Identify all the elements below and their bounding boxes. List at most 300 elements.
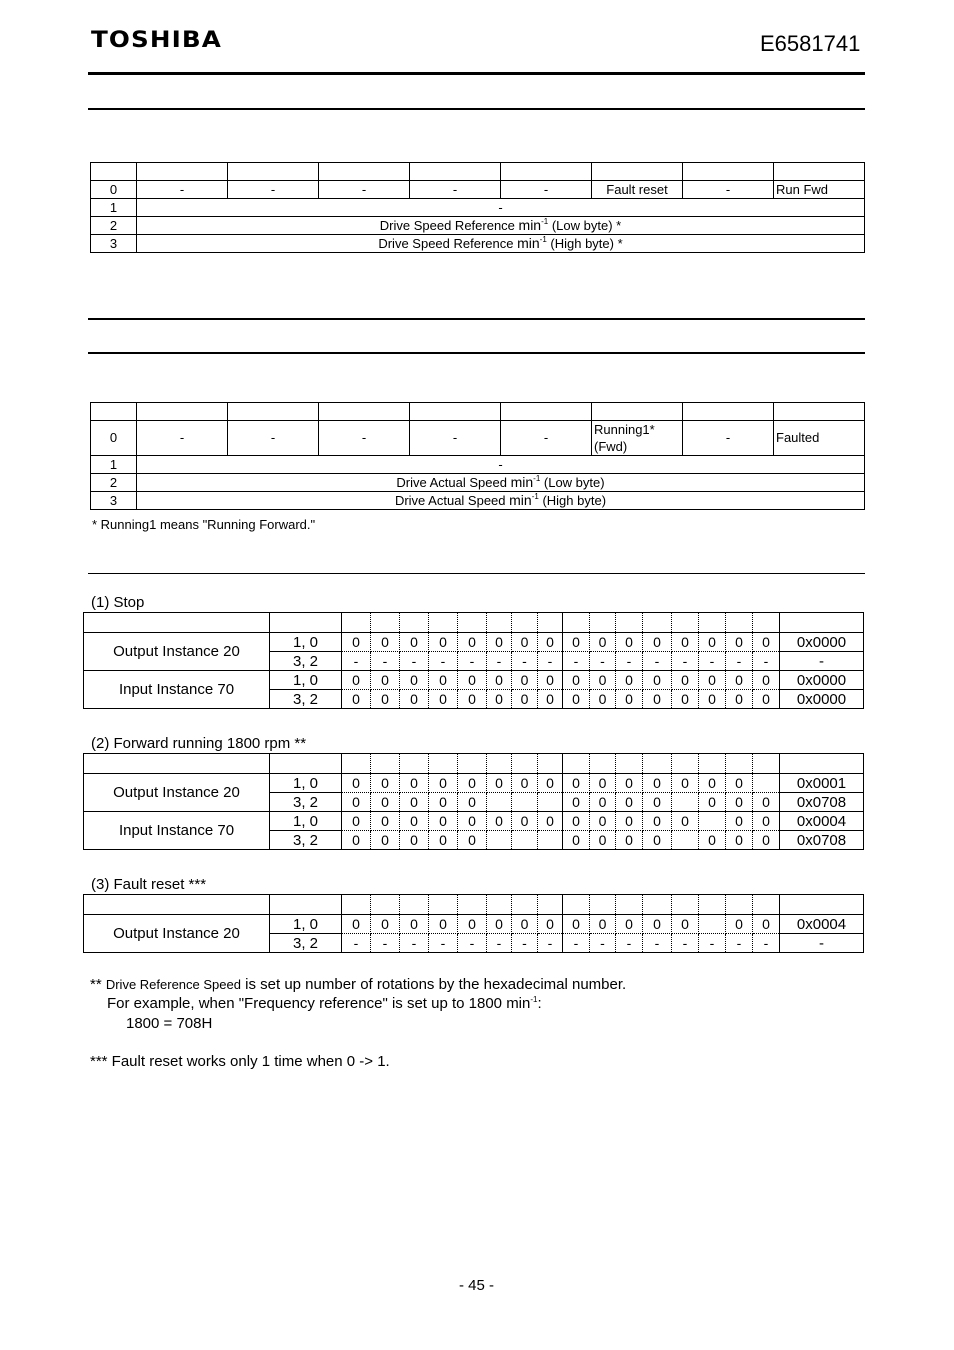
bit-cell: 0 — [429, 915, 458, 934]
hex-value-cell: 0x0001 — [780, 774, 864, 793]
bit-cell: 0 — [342, 690, 371, 709]
header-cell — [84, 613, 270, 633]
header-cell — [643, 754, 672, 774]
bit-cell: 0 — [429, 774, 458, 793]
header-cell — [400, 895, 429, 915]
bit-cell: 0 — [429, 793, 458, 812]
note-drive-reference: ** Drive Reference Speed is set up number of rotations by the hexadecimal number. — [90, 976, 627, 993]
bit-cell — [487, 831, 512, 850]
bit-cell: 0 — [616, 812, 643, 831]
bit-cell: 0 — [512, 690, 538, 709]
bit-cell: 0 — [458, 671, 487, 690]
note-example: For example, when "Frequency reference" is set up to 1800 $\min^{-1}$: — [107, 995, 542, 1012]
header-cell — [410, 403, 501, 421]
header-cell — [371, 754, 400, 774]
bit-cell: 0 — [342, 915, 371, 934]
table-header-row — [84, 895, 864, 915]
header-cell — [137, 403, 228, 421]
unit-text: min — [510, 474, 534, 490]
bit-cell: 0 — [563, 671, 590, 690]
bit-cell: 0 — [590, 671, 616, 690]
bit-cell: 0 — [429, 812, 458, 831]
bit-cell: 0 — [643, 774, 672, 793]
header-cell — [342, 613, 371, 633]
section-rule — [88, 352, 865, 354]
bit-cell: 0 — [753, 690, 780, 709]
bit-cell: 0 — [400, 671, 429, 690]
bit-cell: - — [371, 934, 400, 953]
header-cell — [538, 895, 563, 915]
table-row — [91, 217, 865, 235]
bit-cell: 0 — [538, 690, 563, 709]
table-header-row — [84, 613, 864, 633]
header-cell — [371, 613, 400, 633]
bit-cell: - — [342, 652, 371, 671]
byte-pair-cell: 3, 2 — [270, 831, 342, 850]
bit-cell: 0 — [371, 633, 400, 652]
table-header-row — [91, 163, 865, 181]
header-cell — [228, 163, 319, 181]
table-header-row — [91, 403, 865, 421]
bit-cell: 0 — [590, 812, 616, 831]
bit-cell: - — [643, 934, 672, 953]
bit-cell — [487, 793, 512, 812]
bit-cell: 0 — [458, 812, 487, 831]
bit-cell: - — [563, 652, 590, 671]
page-number: - 45 - — [459, 1277, 495, 1294]
hex-value-cell: 0x0708 — [780, 831, 864, 850]
bit-cell: 0 — [616, 671, 643, 690]
header-cell — [780, 754, 864, 774]
bit-cell: 0 — [400, 831, 429, 850]
bit-cell: 0 — [699, 793, 726, 812]
merged-cell: - — [137, 199, 865, 217]
header-cell — [563, 895, 590, 915]
bit-cell: 0 — [342, 774, 371, 793]
input-assembly-table — [90, 402, 865, 510]
bit-cell — [753, 774, 780, 793]
bit-cell: - — [699, 934, 726, 953]
header-cell — [683, 163, 774, 181]
unit-exponent: -1 — [531, 492, 539, 501]
bit-cell: 0 — [672, 690, 699, 709]
bit-cell: - — [538, 934, 563, 953]
bit-cell: 0 — [371, 690, 400, 709]
merged-text: (Low byte) — [540, 475, 605, 490]
header-cell — [84, 754, 270, 774]
bit-cell: - — [538, 652, 563, 671]
bit-cell: - — [616, 652, 643, 671]
header-cell — [726, 613, 753, 633]
bit-cell: 0 — [429, 690, 458, 709]
header-cell — [699, 754, 726, 774]
bit-cell — [699, 915, 726, 934]
bit-cell: - — [753, 934, 780, 953]
table-row — [91, 456, 865, 474]
bit-cell: 0 — [726, 774, 753, 793]
section-rule — [88, 573, 865, 574]
bit-cell: 0 — [429, 831, 458, 850]
bit-cell: 0 — [429, 671, 458, 690]
bit-cell: 0 — [672, 915, 699, 934]
bit-cell: 0 — [726, 671, 753, 690]
header-cell — [538, 613, 563, 633]
header-cell — [699, 613, 726, 633]
bit-cell: - — [228, 181, 319, 199]
header-cell — [228, 403, 319, 421]
header-cell — [512, 895, 538, 915]
bit-cell: - — [487, 934, 512, 953]
header-cell — [270, 613, 342, 633]
merged-text: Drive Speed Reference — [378, 236, 518, 251]
header-cell — [753, 895, 780, 915]
bit-cell: 0 — [616, 690, 643, 709]
bit-cell: - — [726, 934, 753, 953]
merged-text: Drive Actual Speed — [394, 493, 510, 508]
instance-name: Input Instance 70 — [84, 812, 270, 850]
bit-cell: - — [726, 652, 753, 671]
bit-cell: - — [400, 652, 429, 671]
bit-cell: 0 — [726, 793, 753, 812]
bit-cell: 0 — [371, 793, 400, 812]
table-row — [91, 492, 865, 510]
bit-cell: 0 — [487, 812, 512, 831]
hex-value-cell: 0x0004 — [780, 812, 864, 831]
bit-cell: 0 — [563, 633, 590, 652]
header-cell — [400, 754, 429, 774]
header-cell — [774, 403, 865, 421]
header-cell — [487, 754, 512, 774]
byte-cell: 0 — [91, 421, 137, 456]
bit-cell: - — [683, 421, 774, 456]
byte-cell: 0 — [91, 181, 137, 199]
unit-exponent: -1 — [539, 235, 547, 244]
bit-cell: - — [512, 934, 538, 953]
bit-cell: 0 — [458, 774, 487, 793]
instance-name: Output Instance 20 — [84, 774, 270, 812]
byte-cell: 1 — [91, 456, 137, 474]
bit-cell: - — [228, 421, 319, 456]
header-cell — [84, 895, 270, 915]
bit-cell — [538, 831, 563, 850]
note-fault-reset: *** Fault reset works only 1 time when 0 -> 1. — [90, 1053, 390, 1070]
byte-pair-cell: 1, 0 — [270, 774, 342, 793]
table-row — [84, 671, 864, 690]
bit-cell: 0 — [753, 793, 780, 812]
header-cell — [616, 613, 643, 633]
unit-text: min — [517, 235, 540, 251]
bit-pattern-table — [83, 894, 864, 953]
bit-cell: 0 — [699, 671, 726, 690]
table-row — [84, 633, 864, 652]
bit-cell: - — [590, 652, 616, 671]
bit-cell: 0 — [616, 633, 643, 652]
bit-cell: 0 — [616, 793, 643, 812]
merged-cell — [137, 217, 865, 235]
bit-cell: - — [501, 421, 592, 456]
merged-text: (High byte) — [538, 493, 607, 508]
hex-value-cell: - — [780, 652, 864, 671]
header-cell — [726, 895, 753, 915]
header-cell — [643, 895, 672, 915]
header-cell — [590, 613, 616, 633]
bit-cell: - — [590, 934, 616, 953]
bit-cell: 0 — [753, 812, 780, 831]
bit-cell: 0 — [753, 915, 780, 934]
bit-cell: 0 — [538, 915, 563, 934]
table-row — [91, 474, 865, 492]
document-number: E6581741 — [760, 31, 861, 56]
header-cell — [538, 754, 563, 774]
bit-cell: 0 — [371, 812, 400, 831]
bit-cell: 0 — [487, 671, 512, 690]
bit-cell: 0 — [753, 633, 780, 652]
note-hex-conversion: 1800 = 708H — [126, 1015, 213, 1032]
bit-cell: 0 — [512, 774, 538, 793]
bit-cell: 0 — [563, 774, 590, 793]
merged-cell — [137, 492, 865, 510]
header-cell — [137, 163, 228, 181]
bit-cell: - — [672, 934, 699, 953]
bit-cell: 0 — [726, 915, 753, 934]
byte-cell: 2 — [91, 217, 137, 235]
bit-cell: 0 — [563, 690, 590, 709]
bit-cell: 0 — [590, 633, 616, 652]
bit-cell: 0 — [672, 671, 699, 690]
bit-cell: 0 — [726, 633, 753, 652]
bit-cell: - — [319, 181, 410, 199]
bit-cell: - — [672, 652, 699, 671]
byte-cell: 2 — [91, 474, 137, 492]
byte-pair-cell: 1, 0 — [270, 915, 342, 934]
header-cell — [342, 754, 371, 774]
merged-text: Drive Actual Speed — [396, 475, 511, 490]
bit-cell: 0 — [699, 831, 726, 850]
bit-cell: - — [319, 421, 410, 456]
instance-name: Input Instance 70 — [84, 671, 270, 709]
bit-cell: 0 — [487, 633, 512, 652]
header-cell — [429, 895, 458, 915]
bit-cell: - — [429, 652, 458, 671]
instance-name: Output Instance 20 — [84, 633, 270, 671]
header-cell — [512, 613, 538, 633]
bit-cell: 0 — [512, 633, 538, 652]
bit-cell: 0 — [342, 812, 371, 831]
bit-cell: - — [643, 652, 672, 671]
header-cell — [699, 895, 726, 915]
bit-cell: 0 — [616, 831, 643, 850]
header-cell — [458, 754, 487, 774]
bit-cell: 0 — [643, 831, 672, 850]
bit-cell: 0 — [400, 774, 429, 793]
bit-cell: 0 — [590, 774, 616, 793]
output-assembly-table — [90, 162, 865, 253]
bit-cell: 0 — [672, 812, 699, 831]
bit-cell: - — [512, 652, 538, 671]
header-cell — [458, 895, 487, 915]
bit-cell: - — [753, 652, 780, 671]
header-cell — [616, 895, 643, 915]
bit-cell: 0 — [458, 690, 487, 709]
hex-value-cell: - — [780, 934, 864, 953]
example-title: (2) Forward running 1800 rpm ** — [91, 735, 307, 752]
bit-cell: - — [137, 421, 228, 456]
bit-cell: - — [487, 652, 512, 671]
example-title: (1) Stop — [91, 594, 145, 611]
section-rule — [88, 318, 865, 320]
bit-cell: 0 — [342, 793, 371, 812]
unit-text: min — [509, 492, 532, 508]
bit-cell: 0 — [371, 915, 400, 934]
header-cell — [563, 613, 590, 633]
header-cell — [592, 403, 683, 421]
bit-cell: - — [683, 181, 774, 199]
header-rule — [88, 72, 865, 75]
bit-cell: 0 — [400, 915, 429, 934]
byte-pair-cell: 1, 0 — [270, 633, 342, 652]
header-cell — [753, 613, 780, 633]
header-cell — [643, 613, 672, 633]
header-cell — [270, 754, 342, 774]
byte-pair-cell: 3, 2 — [270, 690, 342, 709]
table-row — [84, 915, 864, 934]
section-rule — [88, 108, 865, 110]
byte-pair-cell: 1, 0 — [270, 812, 342, 831]
bit-cell: 0 — [699, 633, 726, 652]
bit-cell: Fault reset — [592, 181, 683, 199]
bit-cell: 0 — [371, 831, 400, 850]
bit-cell: 0 — [726, 812, 753, 831]
header-cell — [458, 613, 487, 633]
table-row — [91, 235, 865, 253]
bit-cell: 0 — [616, 915, 643, 934]
bit-cell: 0 — [563, 915, 590, 934]
merged-text: (High byte) * — [546, 236, 623, 251]
instance-name: Output Instance 20 — [84, 915, 270, 953]
example-title: (3) Fault reset *** — [91, 876, 207, 893]
header-cell — [342, 895, 371, 915]
bit-cell: 0 — [342, 671, 371, 690]
bit-cell: 0 — [643, 793, 672, 812]
header-cell — [410, 163, 501, 181]
bit-cell: - — [429, 934, 458, 953]
header-cell — [683, 403, 774, 421]
header-cell — [753, 754, 780, 774]
header-cell — [563, 754, 590, 774]
header-cell — [672, 613, 699, 633]
table-row — [91, 181, 865, 199]
header-cell — [726, 754, 753, 774]
bit-cell: 0 — [616, 774, 643, 793]
table-row — [91, 421, 865, 456]
header-cell — [429, 754, 458, 774]
header-cell — [592, 163, 683, 181]
bit-cell: - — [616, 934, 643, 953]
bit-cell: 0 — [487, 774, 512, 793]
bit-cell: 0 — [753, 831, 780, 850]
header-cell — [371, 895, 400, 915]
bit-cell: - — [342, 934, 371, 953]
toshiba-logo: TOSHIBA — [91, 28, 222, 53]
hex-value-cell: 0x0708 — [780, 793, 864, 812]
bit-cell: 0 — [563, 812, 590, 831]
header-cell — [672, 895, 699, 915]
unit-text: min — [518, 217, 542, 233]
bit-cell: - — [699, 652, 726, 671]
merged-cell: - — [137, 456, 865, 474]
bit-cell: 0 — [726, 831, 753, 850]
unit-exponent: -1 — [541, 217, 549, 226]
merged-cell — [137, 474, 865, 492]
bit-cell: 0 — [400, 633, 429, 652]
bit-cell: 0 — [458, 633, 487, 652]
bit-cell: 0 — [753, 671, 780, 690]
bit-cell: 0 — [538, 671, 563, 690]
bit-cell: - — [410, 181, 501, 199]
bit-cell — [699, 812, 726, 831]
bit-cell: 0 — [429, 633, 458, 652]
header-cell — [270, 895, 342, 915]
bit-pattern-table — [83, 612, 864, 709]
header-cell — [501, 403, 592, 421]
bit-cell: - — [501, 181, 592, 199]
header-cell — [780, 613, 864, 633]
bit-cell: 0 — [643, 812, 672, 831]
bit-cell: 0 — [371, 774, 400, 793]
table-header-row — [84, 754, 864, 774]
bit-cell: 0 — [512, 915, 538, 934]
byte-pair-cell: 3, 2 — [270, 652, 342, 671]
bit-cell: 0 — [458, 793, 487, 812]
bit-cell: 0 — [699, 690, 726, 709]
bit-cell: 0 — [458, 915, 487, 934]
bit-cell: 0 — [487, 915, 512, 934]
bit-cell: 0 — [726, 690, 753, 709]
bit-cell: 0 — [672, 774, 699, 793]
bit-cell: 0 — [590, 690, 616, 709]
bit-cell: Running1* (Fwd) — [592, 421, 683, 456]
hex-value-cell: 0x0000 — [780, 690, 864, 709]
bit-cell — [538, 793, 563, 812]
bit-cell: - — [400, 934, 429, 953]
header-cell — [501, 163, 592, 181]
hex-value-cell: 0x0000 — [780, 633, 864, 652]
bit-cell — [672, 831, 699, 850]
running-footnote: * Running1 means "Running Forward." — [92, 517, 316, 532]
bit-cell: - — [371, 652, 400, 671]
bit-cell: 0 — [458, 831, 487, 850]
bit-cell: 0 — [643, 915, 672, 934]
merged-cell — [137, 235, 865, 253]
table-row — [91, 199, 865, 217]
merged-text: Drive Speed Reference — [379, 218, 519, 233]
byte-cell: 1 — [91, 199, 137, 217]
table-row — [84, 774, 864, 793]
bit-cell: 0 — [672, 633, 699, 652]
merged-text: (Low byte) * — [548, 218, 622, 233]
bit-cell: Faulted — [774, 421, 865, 456]
byte-pair-cell: 3, 2 — [270, 793, 342, 812]
bit-cell: Run Fwd — [774, 181, 865, 199]
bit-cell: 0 — [400, 690, 429, 709]
bit-cell: 0 — [699, 774, 726, 793]
bit-cell: 0 — [538, 633, 563, 652]
bit-cell: 0 — [590, 915, 616, 934]
bit-cell: - — [458, 652, 487, 671]
header-cell — [319, 163, 410, 181]
bit-cell: - — [563, 934, 590, 953]
bit-cell: 0 — [342, 831, 371, 850]
